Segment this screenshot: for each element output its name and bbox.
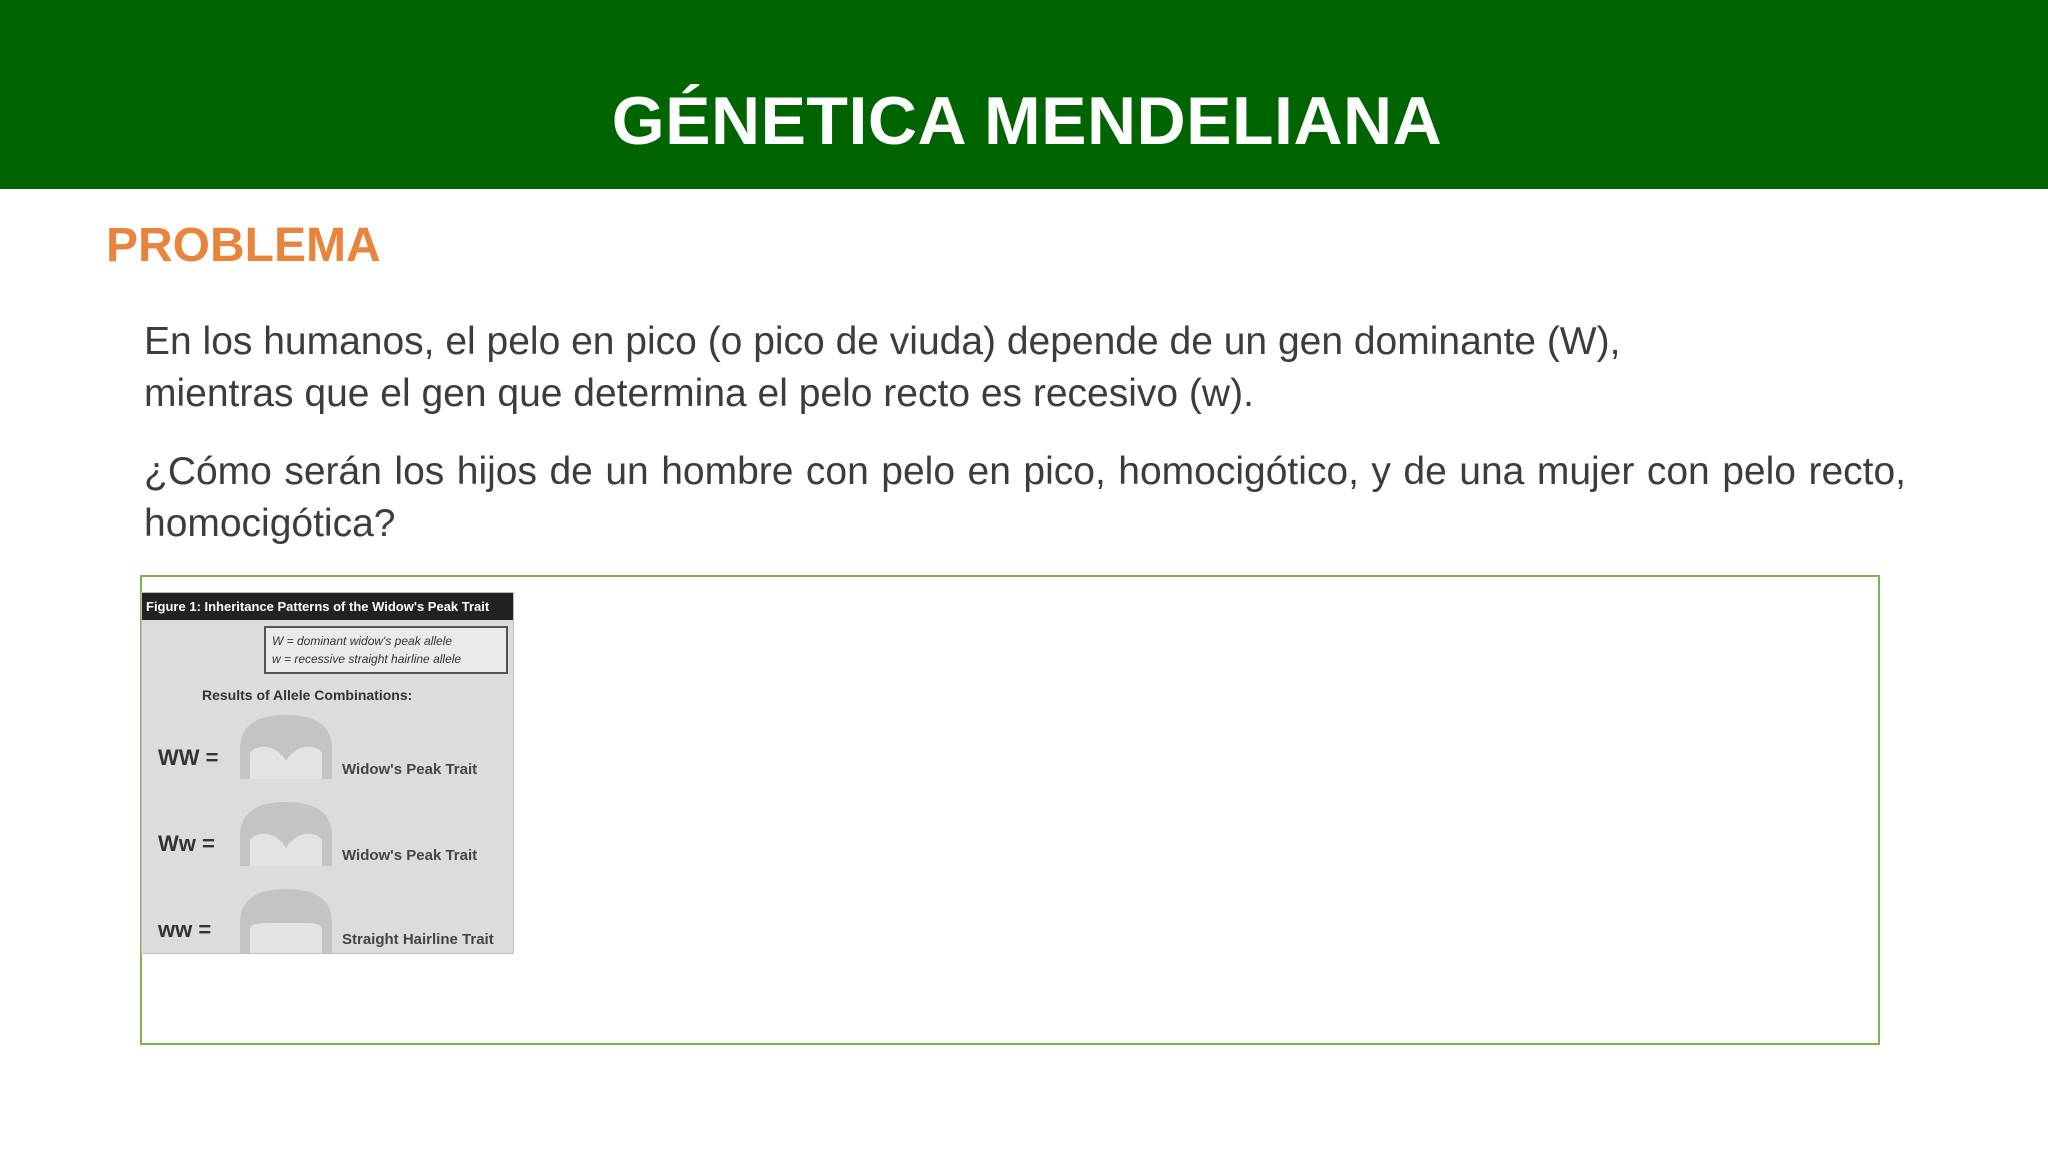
problem-question: ¿Cómo serán los hijos de un hombre con pelo en pico, homocigótico, y de una mujer con pelo recto, homocigótica?: [144, 450, 1906, 545]
widows-peak-head-icon: [236, 709, 336, 779]
figure-key-line-1: W = dominant widow's peak allele: [272, 634, 453, 648]
genotype-label: ww =: [158, 917, 212, 942]
genotype-label: WW =: [158, 745, 219, 770]
genotype-label: Ww =: [158, 831, 215, 856]
title-bar: [0, 0, 2048, 189]
section-label: PROBLEMA: [106, 219, 381, 272]
figure-heading: Figure 1: Inheritance Patterns of the Widow's Peak Trait: [142, 593, 513, 620]
figure-key: [264, 626, 508, 674]
trait-label: Widow's Peak Trait: [342, 761, 478, 778]
trait-label: Straight Hairline Trait: [342, 931, 494, 948]
figure-subheading: Results of Allele Combinations:: [202, 687, 413, 703]
trait-label: Widow's Peak Trait: [342, 847, 478, 864]
problem-statement: [144, 316, 1906, 420]
figure-key-line-2: w = recessive straight hairline allele: [272, 652, 462, 666]
slide-title: GÉNETICA MENDELIANA: [611, 83, 1443, 159]
problem-statement-line-2: mientras que el gen que determina el pelo recto es recesivo (w).: [144, 372, 1254, 415]
straight-hairline-head-icon: [236, 883, 336, 953]
problem-statement-line-1: En los humanos, el pelo en pico (o pico de viuda) depende de un gen dominante (W),: [144, 320, 1621, 363]
widows-peak-figure: [141, 592, 514, 954]
widows-peak-head-icon: [236, 796, 336, 866]
